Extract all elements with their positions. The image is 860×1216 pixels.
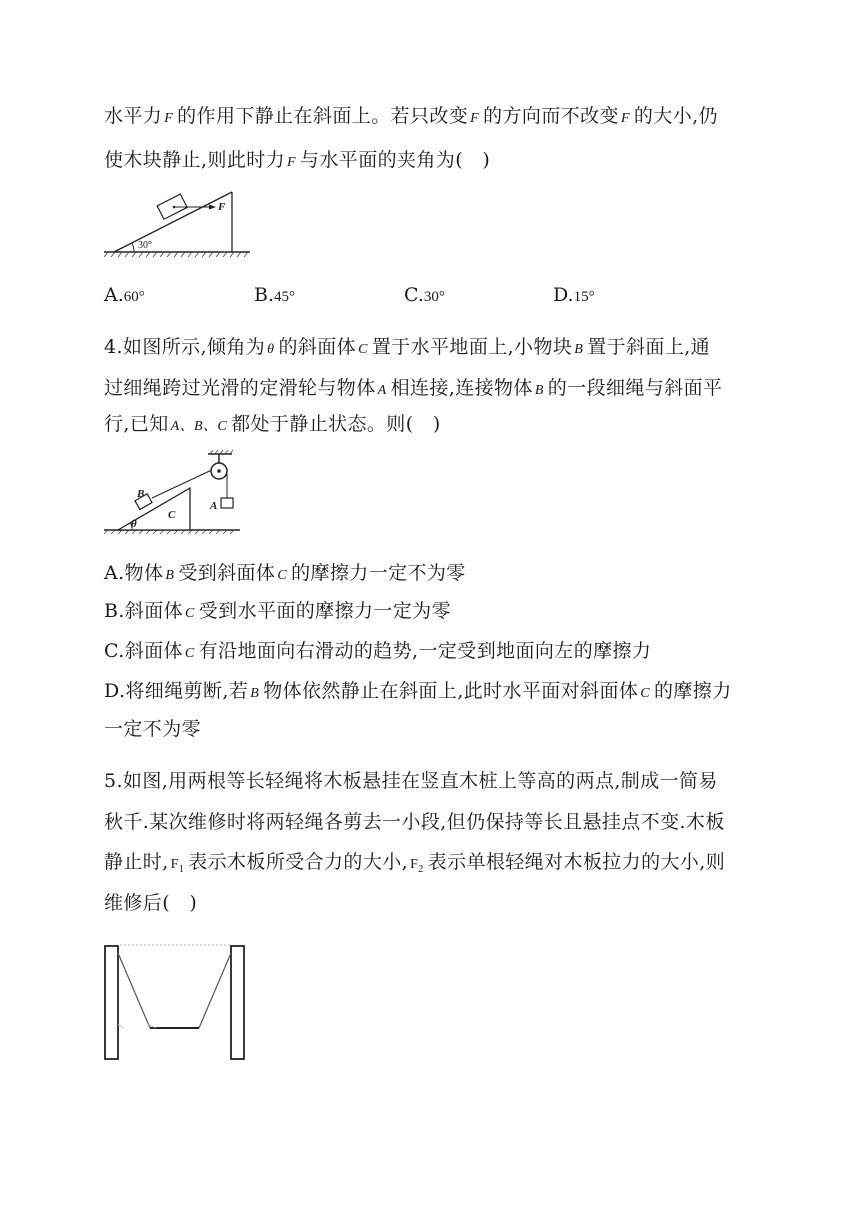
- theta-label: θ: [131, 518, 137, 530]
- left-post: [105, 946, 118, 1059]
- q4-option-c[interactable]: C.斜面体 C 有沿地面向右滑动的趋势,一定受到地面向左的摩擦力: [104, 640, 652, 662]
- wedge-label-c: C: [168, 509, 176, 521]
- wedge-c: [118, 488, 190, 530]
- q3-stem-line-1: 水平力 F 的作用下静止在斜面上。若只改变 F 的方向而不改变 F 的大小,仍: [104, 105, 718, 127]
- left-rope: [118, 953, 150, 1028]
- q4-option-d[interactable]: D.将细绳剪断,若 B 物体依然静止在斜面上,此时水平面对斜面体 C 的摩擦力: [104, 680, 732, 702]
- incline-force-figure: [104, 190, 254, 262]
- q3-stem-line-2: 使木块静止,则此时力 F 与水平面的夹角为( ): [104, 149, 491, 171]
- block-a: [221, 498, 233, 508]
- q4-stem-line-1: 4.如图所示,倾角为 θ 的斜面体 C 置于水平地面上,小物块 B 置于斜面上,通: [104, 336, 711, 358]
- right-post: [231, 946, 244, 1059]
- angle-label: 30°: [138, 240, 152, 251]
- pulley-incline-figure: [104, 450, 254, 534]
- swing-figure: [104, 944, 248, 1062]
- block-label-b: B: [137, 488, 145, 500]
- q5-stem-line-2: 秋千.某次维修时将两轻绳各剪去一小段,但仍保持等长且悬挂点不变.木板: [104, 811, 725, 833]
- q5-stem-line-3: 静止时, $F_1$ 表示木板所受合力的大小, $F_2$ 表示单根轻绳对木板拉力的大小,则: [104, 851, 726, 875]
- q4-option-d-continued: 一定不为零: [104, 718, 202, 740]
- q3-option-b[interactable]: B.45°: [254, 284, 296, 306]
- right-rope: [199, 953, 231, 1028]
- q4-stem-line-2: 过细绳跨过光滑的定滑轮与物体 A 相连接,连接物体 B 的一段细绳与斜面平: [104, 377, 723, 399]
- q3-option-c[interactable]: C.30°: [404, 284, 445, 306]
- block-label-a: A: [210, 500, 218, 512]
- force-origin-dot: [173, 206, 176, 209]
- faint-mark-left: [118, 1024, 124, 1028]
- q4-stem-line-3: 行,已知 A、B、C 都处于静止状态。则( ): [104, 413, 441, 435]
- q5-stem-line-1: 5.如图,用两根等长轻绳将木板悬挂在竖直木桩上等高的两点,制成一简易: [104, 770, 718, 792]
- q3-option-a[interactable]: A.60°: [104, 284, 145, 306]
- q4-option-b[interactable]: B.斜面体 C 受到水平面的摩擦力一定为零: [104, 600, 451, 622]
- ground-hatch: [104, 252, 248, 257]
- force-arrowhead: [209, 205, 216, 210]
- angle-arc: [132, 243, 134, 252]
- force-label: F: [218, 201, 226, 213]
- q3-option-d[interactable]: D.15°: [553, 284, 595, 306]
- pulley-axle: [217, 469, 221, 473]
- q4-option-a[interactable]: A.物体 B 受到斜面体 C 的摩擦力一定不为零: [104, 562, 466, 584]
- q5-stem-line-4: 维修后( ): [104, 892, 198, 914]
